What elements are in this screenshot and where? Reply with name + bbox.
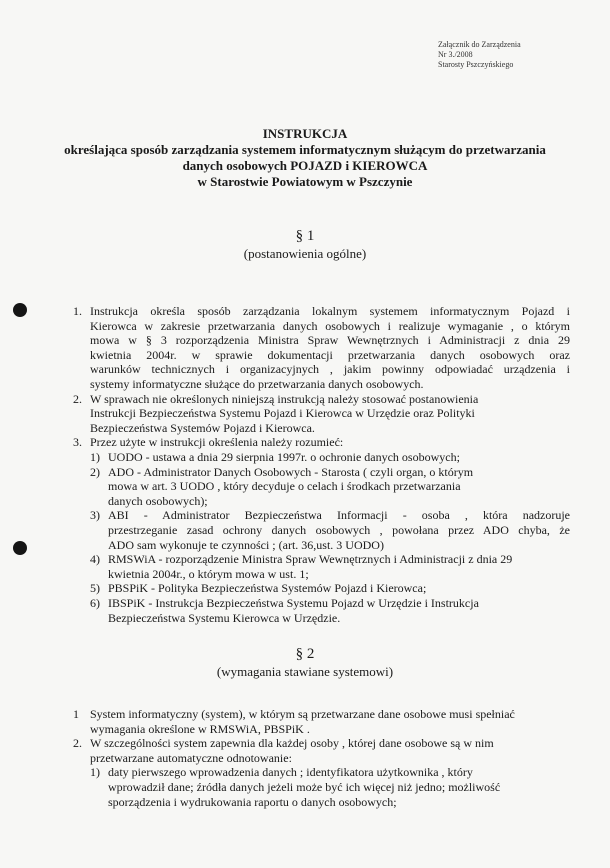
definition-line: przestrzeganie zasad ochrony danych osobowych , powołana przez ADO chyba, że	[108, 523, 570, 537]
definition-line: ADO sam wykonuje te czynności ; (art. 36,ust. 3 UODO)	[108, 537, 384, 552]
definition-line: RMSWiA - rozporządzenie Ministra Spraw Wewnętrznych i Administracji z dnia 29	[108, 552, 513, 567]
definition-number: 2)	[90, 464, 100, 479]
section-1-heading: § 1 (postanowienia ogólne)	[243, 228, 367, 261]
paragraph-line: systemy informatyczne służące do przetwarzania danych osobowych.	[90, 377, 424, 391]
paragraph-line: Instrukcji Bezpieczeństwa Systemu Pojazd i Kierowca w Urzędzie oraz Polityki	[90, 406, 475, 421]
definition-line: UODO - ustawa a dnia 29 sierpnia 1997r. o ochronie danych osobowych;	[108, 450, 460, 464]
definition-line: Bezpieczeństwa Systemu Kierowca w Urzędzie.	[108, 610, 341, 625]
definition-line: ABI - Administrator Bezpieczeństwa Informacji - osoba , która nadzoruje	[108, 508, 570, 523]
definition-line: danych osobowych);	[108, 493, 208, 508]
definition-number: 4)	[90, 552, 100, 567]
section-2-heading: § 2 (wymagania stawiane systemowi)	[216, 646, 394, 679]
item-number: 1	[73, 707, 79, 721]
definition-number: 3)	[90, 508, 100, 523]
item-number: 1.	[73, 304, 82, 318]
paragraph-line: warunków technicznych i organizacyjnych , jakim powinny odpowiadać urządzenia i	[90, 362, 570, 377]
paragraph-line: W sprawach nie określonych niniejszą instrukcją należy stosować postanowienia	[90, 391, 479, 406]
definition-line: IBSPiK - Instrukcja Bezpieczeństwa Systemu Pojazd w Urzędzie i Instrukcja	[108, 596, 479, 610]
item-number: 3.	[73, 435, 82, 450]
item-number: 2.	[73, 391, 82, 406]
subitem-line: daty pierwszego wprowadzenia danych ; identyfikatora użytkownika , który	[108, 765, 473, 780]
annex-note: Załącznik do Zarządzenia Nr 3./2008 Starosty Pszczyńskiego	[438, 40, 521, 69]
subitem-line: wprowadził dane; źródła danych jeżeli może być ich więcej niż jedno; możliwość	[108, 780, 501, 794]
paragraph-line: mowa w § 3 rozporządzenia Ministra Spraw Wewnętrznych i Administracji z dnia 29	[90, 333, 570, 348]
definition-number: 6)	[90, 596, 100, 610]
paragraph-line: Bezpieczeństwa Systemów Pojazd i Kierowca.	[90, 420, 315, 435]
item-number: 2.	[73, 736, 82, 751]
definition-number: 1)	[90, 450, 100, 464]
paragraph-line: kwietnia 2004r. w sprawie dokumentacji przetwarzania danych osobowych oraz	[90, 347, 570, 362]
definition-line: PBSPiK - Polityka Bezpieczeństwa Systemów Pojazd i Kierowca;	[108, 581, 427, 596]
definition-line: mowa w art. 3 UODO , który decyduje o celach i środkach przetwarzania	[108, 479, 461, 494]
punch-hole	[13, 303, 27, 317]
paragraph-line: wymagania określone w RMSWiA, PBSPiK .	[90, 721, 310, 736]
subitem-number: 1)	[90, 765, 100, 780]
paragraph-line: System informatyczny (system), w którym są przetwarzane dane osobowe musi spełniać	[90, 707, 515, 721]
punch-hole	[13, 541, 27, 555]
paragraph-line: W szczególności system zapewnia dla każdej osoby , której dane osobowe są w nim	[90, 736, 494, 751]
definition-line: ADO - Administrator Danych Osobowych - Starosta ( czyli organ, o którym	[108, 464, 474, 479]
definition-line: kwietnia 2004r., o którym mowa w ust. 1;	[108, 566, 309, 581]
subitem-line: sporządzenia i wydrukowania raportu o danych osobowych;	[108, 794, 397, 809]
definition-number: 5)	[90, 581, 100, 596]
document-title: INSTRUKCJA określająca sposób zarządzania systemem informatycznym służącym do przetwarzania danych osobowych POJAZD i KIEROWCA w Starostwie Powiatowym w Pszczynie	[64, 126, 546, 189]
paragraph-line: Przez użyte w instrukcji określenia należy rozumieć:	[90, 435, 344, 450]
paragraph-line: przetwarzane automatyczne odnotowanie:	[90, 750, 292, 765]
paragraph-line: Kierowca w zakresie przetwarzania danych osobowych i realizuje wymaganie , o którym	[90, 318, 570, 333]
paragraph-line: Instrukcja określa sposób zarządzania lokalnym systemem informatycznym Pojazd i	[90, 304, 570, 318]
